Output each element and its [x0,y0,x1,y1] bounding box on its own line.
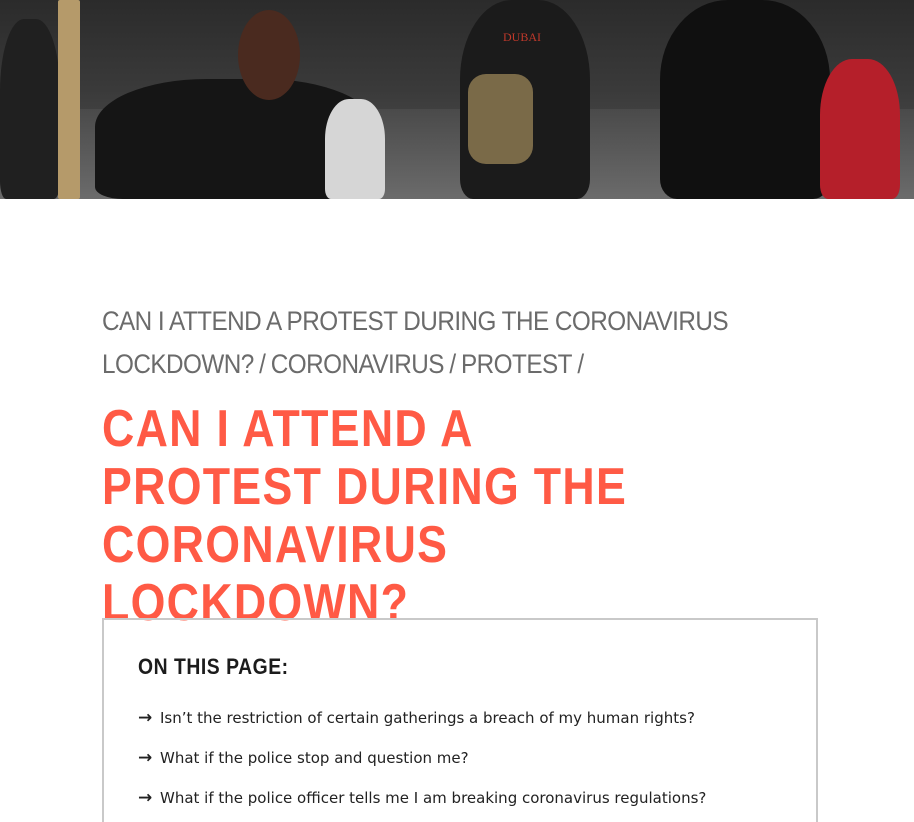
hero-person [325,99,385,199]
arrow-right-icon: → [138,748,153,768]
hero-backpack [468,74,533,164]
toc-link-label: Isn’t the restriction of certain gatherings a breach of my human rights? [160,709,695,727]
toc-link-label: What if the police stop and question me? [160,749,469,767]
on-this-page-box [102,618,818,822]
toc-link-breaking-regulations[interactable] [138,788,706,822]
breadcrumb-separator: / [577,349,584,379]
breadcrumb-link-current-page[interactable]: CAN I ATTEND A PROTEST DURING THE CORONAVIRUS LOCKDOWN? [102,306,729,379]
toc-heading: ON THIS PAGE: [138,654,289,679]
hero-person-head [238,10,300,100]
breadcrumb-link-coronavirus[interactable]: CORONAVIRUS [270,349,444,379]
toc-link-human-rights[interactable] [138,708,706,748]
hero-sign-pole [58,0,80,199]
hero-person [660,0,830,199]
arrow-right-icon: → [138,708,153,728]
breadcrumb-link-protest[interactable]: PROTEST [460,349,572,379]
page-title: CAN I ATTEND A PROTEST DURING THE CORONAVIRUS LOCKDOWN? [102,400,628,632]
breadcrumb [102,300,750,386]
toc-link-police-stop[interactable] [138,748,706,788]
hero-image [0,0,914,199]
breadcrumb-separator: / [259,349,266,379]
toc-list [138,708,706,822]
arrow-right-icon: → [138,788,153,808]
toc-link-label: What if the police officer tells me I am breaking coronavirus regulations? [160,789,707,807]
hero-shirt-text: DUBAI [503,30,541,44]
breadcrumb-separator: / [449,349,456,379]
hero-person [820,59,900,199]
hero-person [0,19,60,199]
